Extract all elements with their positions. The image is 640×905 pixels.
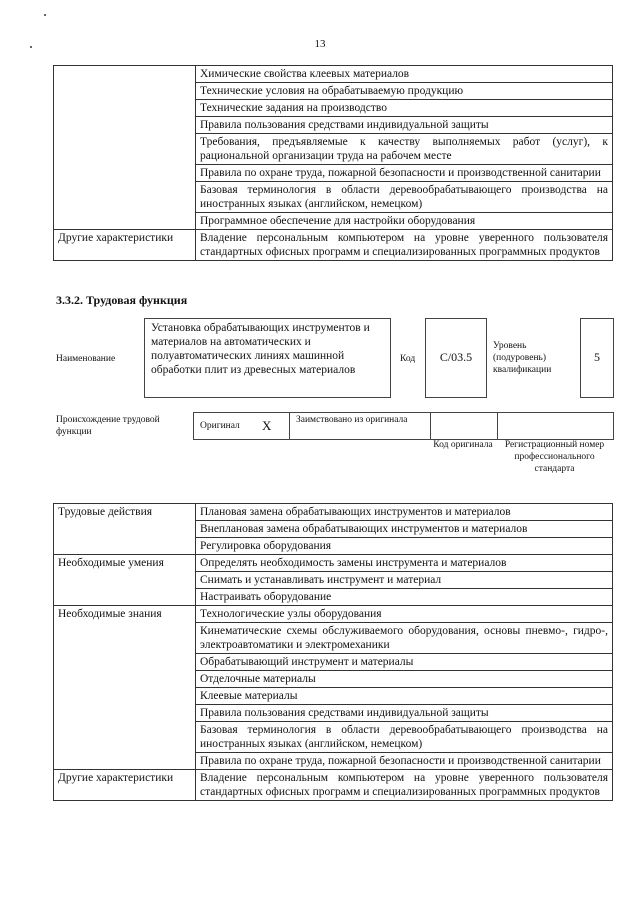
row-item: Технологические узлы оборудования	[196, 606, 613, 623]
labor-function-table	[53, 503, 613, 801]
row-label: Трудовые действия	[54, 504, 196, 555]
table-row	[54, 504, 613, 521]
reg-number-caption: Регистрационный номер профессионального стандарта	[504, 440, 605, 474]
row-item: Внеплановая замена обрабатывающих инструментов и материалов	[196, 521, 613, 538]
code-value: С/03.5	[439, 350, 473, 364]
borrowed-label: Заимствовано из оригинала	[296, 415, 408, 425]
row-label	[54, 66, 196, 230]
row-label: Необходимые знания	[54, 606, 196, 770]
row-item: Владение персональным компьютером на уровне уверенного пользователя стандартных офисных программ и специализированных программных продуктов	[196, 770, 613, 801]
row-item: Отделочные материалы	[196, 671, 613, 688]
code-label: Код	[400, 354, 416, 364]
original-mark: X	[262, 418, 272, 433]
name-label: Наименование	[56, 354, 116, 364]
row-item: Владение персональным компьютером на уровне уверенного пользователя стандартных офисных программ и специализированных программных продуктов	[196, 230, 613, 261]
row-item: Правила по охране труда, пожарной безопасности и производственной санитарии	[196, 753, 613, 770]
code-box	[425, 318, 487, 398]
row-item: Клеевые материалы	[196, 688, 613, 705]
page-number: 13	[314, 38, 326, 50]
scan-mark	[44, 14, 46, 16]
row-label: Другие характеристики	[54, 230, 196, 261]
table-row	[54, 230, 613, 261]
table-row	[54, 66, 613, 83]
row-item: Базовая терминология в области деревообрабатывающего производства на иностранных языках (английском, немецком)	[196, 722, 613, 753]
row-item: Базовая терминология в области деревообрабатывающего производства на иностранных языках (английском, немецком)	[196, 182, 613, 213]
row-item: Плановая замена обрабатывающих инструментов и материалов	[196, 504, 613, 521]
row-label: Необходимые умения	[54, 555, 196, 606]
origin-label: Происхождение трудовой функции	[56, 415, 160, 437]
table-row	[54, 555, 613, 572]
row-item: Кинематические схемы обслуживаемого оборудования, основы пневмо-, гидро-, электроавтоматики и электромеханики	[196, 623, 613, 654]
row-item: Технические условия на обрабатываемую продукцию	[196, 83, 613, 100]
table-row	[54, 770, 613, 801]
original-box	[193, 412, 290, 440]
row-item: Требования, предъявляемые к качеству выполняемых работ (услуг), к рациональной организации труда на рабочем месте	[196, 134, 613, 165]
row-item: Правила пользования средствами индивидуальной защиты	[196, 705, 613, 722]
row-item: Настраивать оборудование	[196, 589, 613, 606]
name-box	[144, 318, 391, 398]
row-item: Регулировка оборудования	[196, 538, 613, 555]
row-item: Правила по охране труда, пожарной безопасности и производственной санитарии	[196, 165, 613, 182]
level-box	[580, 318, 614, 398]
origin-code-box	[430, 412, 498, 440]
row-item: Обрабатывающий инструмент и материалы	[196, 654, 613, 671]
row-item: Снимать и устанавливать инструмент и материал	[196, 572, 613, 589]
row-item: Определять необходимость замены инструмента и материалов	[196, 555, 613, 572]
row-label: Другие характеристики	[54, 770, 196, 801]
original-label: Оригинал	[200, 421, 240, 431]
row-item: Программное обеспечение для настройки оборудования	[196, 213, 613, 230]
row-item: Химические свойства клеевых материалов	[196, 66, 613, 83]
origin-code-caption: Код оригинала	[433, 440, 493, 450]
row-item: Правила пользования средствами индивидуальной защиты	[196, 117, 613, 134]
borrowed-box	[289, 412, 431, 440]
reg-number-box	[497, 412, 614, 440]
name-value: Установка обрабатывающих инструментов и материалов на автоматических и полуавтоматических линиях машинной обработки плит из древесных материалов	[151, 322, 370, 376]
row-item: Технические задания на производство	[196, 100, 613, 117]
level-label: Уровень (подуровень) квалификации	[493, 341, 552, 375]
section-title: 3.3.2. Трудовая функция	[56, 293, 188, 307]
table-row	[54, 606, 613, 623]
requirements-table-continued	[53, 65, 613, 261]
level-value: 5	[594, 350, 600, 364]
